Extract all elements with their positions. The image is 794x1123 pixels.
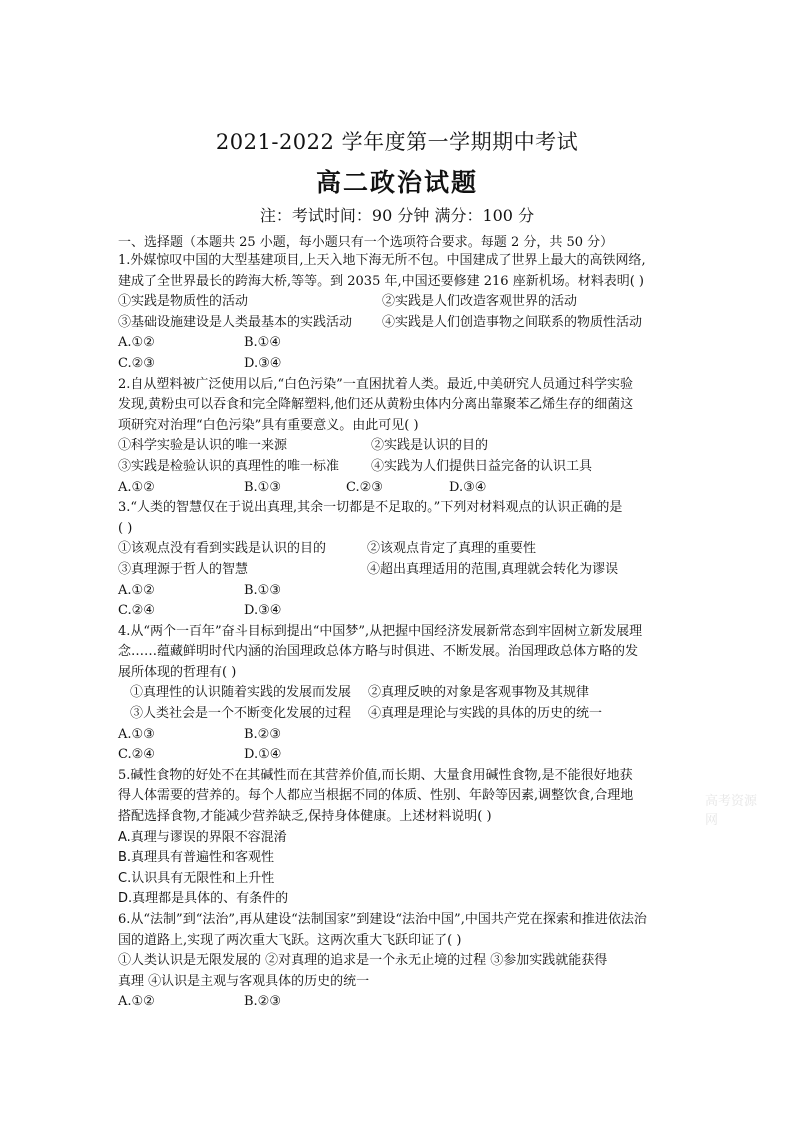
- q1-options-row-1: [118, 333, 678, 354]
- q6-option-b: B.②③: [244, 994, 281, 1010]
- q1-stem-line-1: 1.外媒惊叹中国的大型基建项目,上天入地下海无所不包。中国建成了世界上最大的高铁网络,: [118, 253, 646, 268]
- q1-option-d: D.③④: [244, 355, 282, 371]
- q2-stem-line-3: 项研究对治理“白色污染”具有重要意义。由此可见( ): [118, 417, 419, 433]
- q4-options-row-1: [118, 725, 678, 746]
- watermark-text: 高考资源网: [705, 794, 758, 828]
- q3-option-a: A.①②: [118, 582, 155, 598]
- q2-statements-row-2: [118, 457, 678, 478]
- q2-option-b: B.①③: [244, 479, 281, 495]
- q4-statement-2: ②真理反映的对象是客观事物及其规律: [368, 685, 590, 701]
- q3-stem-line-1: 3.“人类的智慧仅在于说出真理,其余一切都是不足取的。”下列对材料观点的认识正确的是: [118, 500, 623, 516]
- q4-statement-4: ④真理是理论与实践的具体的历史的统一: [368, 706, 603, 722]
- q4-options-row-2: [118, 745, 678, 766]
- q6-options-row: [118, 992, 678, 1013]
- q2-options-row: [118, 478, 678, 499]
- q4-option-b: B.②③: [244, 726, 281, 742]
- q3-statements-row-2: [118, 560, 678, 581]
- q5-stem-line-2: 得人体需要的营养的。每个人都应当根据不同的体质、性别、年龄等因素,调整饮食,合理地: [118, 788, 634, 804]
- q3-option-d: D.③④: [244, 603, 282, 619]
- q4-statements-row-1: [118, 683, 678, 704]
- q2-statement-1: ①科学实验是认识的唯一来源: [118, 438, 288, 454]
- section-heading: 一、选择题（本题共 25 小题，每小题只有一个选项符合要求。每题 2 分，共 50 分）: [118, 235, 614, 250]
- exam-title: 2021-2022 学年度第一学期期中考试: [215, 130, 579, 154]
- q5-stem-line-1: 5.碱性食物的好处不在其碱性而在其营养价值,而长期、大量食用碱性食物,是不能很好地获: [118, 767, 633, 783]
- q2-statement-2: ②实践是认识的目的: [371, 438, 489, 454]
- exam-subject-title: 高二政治试题: [315, 168, 478, 197]
- q3-options-row-2: [118, 601, 678, 622]
- q2-statements-row-1: [118, 436, 678, 457]
- q1-statement-1: ①实践是物质性的活动: [118, 294, 249, 310]
- q4-option-d: D.①④: [244, 747, 282, 763]
- q4-option-c: C.②④: [118, 747, 155, 763]
- q2-stem-line-1: 2.自从塑料被广泛使用以后,“白色污染”一直困扰着人类。最近,中美研究人员通过科学实验: [118, 376, 633, 392]
- q2-option-c: C.②③: [346, 479, 383, 495]
- q4-statement-1: ①真理性的认识随着实践的发展而发展: [130, 685, 352, 701]
- q5-option-c: C.认识具有无限性和上升性: [118, 870, 275, 886]
- q2-statement-4: ④实践为人们提供日益完备的认识工具: [371, 458, 593, 474]
- q1-options-row-2: [118, 354, 678, 375]
- q3-options-row-1: [118, 581, 678, 602]
- q4-statements-row-2: [118, 704, 678, 725]
- q3-statements-row-1: [118, 539, 678, 560]
- q2-stem-line-2: 发现,黄粉虫可以吞食和完全降解塑料,他们还从黄粉虫体内分离出靠聚苯乙烯生存的细菌这: [118, 397, 634, 413]
- q3-stem-line-2: ( ): [118, 520, 133, 536]
- q2-statement-3: ③实践是检验认识的真理性的唯一标准: [118, 458, 340, 474]
- q6-stem-line-2: 国的道路上,实现了两次重大飞跃。这两次重大飞跃印证了( ): [118, 932, 462, 948]
- q6-stem-line-1: 6.从“法制”到“法治”,再从建设“法制国家”到建设“法治中国”,中国共产党在探索和推进依法治: [118, 912, 647, 927]
- q4-option-a: A.①③: [118, 726, 155, 742]
- q3-statement-2: ②该观点肯定了真理的重要性: [367, 541, 537, 557]
- q3-statement-4: ④超出真理适用的范围,真理就会转化为谬误: [367, 561, 619, 577]
- q4-stem-line-2: 念……蕴藏鲜明时代内涵的治国理政总体方略与时俱进、不断发展。治国理政总体方略的发: [118, 644, 639, 660]
- q6-statements-line-1: ①人类认识是无限发展的 ②对真理的追求是一个永无止境的过程 ③参加实践就能获得: [118, 953, 608, 969]
- exam-note: 注：考试时间：90 分钟 满分：100 分: [259, 206, 535, 225]
- q5-option-b: B.真理具有普遍性和客观性: [118, 850, 275, 866]
- q6-option-a: A.①②: [118, 994, 155, 1010]
- q5-option-a: A.真理与谬误的界限不容混淆: [118, 829, 287, 845]
- q1-statements-row-2: [118, 313, 678, 334]
- q2-option-a: A.①②: [118, 479, 155, 495]
- q4-stem-line-1: 4.从“两个一百年”奋斗目标到提出“中国梦”,从把握中国经济发展新常态到牢固树立新发展理: [118, 623, 643, 639]
- q1-statements-row-1: [118, 292, 678, 313]
- q1-option-b: B.①④: [244, 335, 281, 351]
- q5-stem-line-3: 搭配选择食物,才能减少营养缺乏,保持身体健康。上述材料说明( ): [118, 809, 492, 825]
- q1-statement-2: ②实践是人们改造客观世界的活动: [382, 294, 578, 310]
- q1-option-a: A.①②: [118, 335, 155, 351]
- q4-statement-3: ③人类社会是一个不断变化发展的过程: [130, 706, 352, 722]
- q3-option-b: B.①③: [244, 582, 281, 598]
- questions: [118, 251, 678, 1013]
- q2-option-d: D.③④: [449, 479, 487, 495]
- q3-option-c: C.②④: [118, 603, 155, 619]
- q1-statement-4: ④实践是人们创造事物之间联系的物质性活动: [382, 314, 643, 330]
- q1-option-c: C.②③: [118, 355, 155, 371]
- q5-option-d: D.真理都是具体的、有条件的: [118, 891, 289, 907]
- q1-stem-line-2: 建成了全世界最长的跨海大桥,等等。到 2035 年,中国还要修建 216 座新机场。材料表明( ): [118, 273, 644, 289]
- q4-stem-line-3: 展所体现的哲理有( ): [118, 664, 237, 680]
- q1-statement-3: ③基础设施建设是人类最基本的实践活动: [118, 314, 353, 330]
- q6-statements-line-2: 真理 ④认识是主观与客观具体的历史的统一: [118, 973, 370, 989]
- q3-statement-1: ①该观点没有看到实践是认识的目的: [118, 541, 327, 557]
- q3-statement-3: ③真理源于哲人的智慧: [118, 561, 249, 577]
